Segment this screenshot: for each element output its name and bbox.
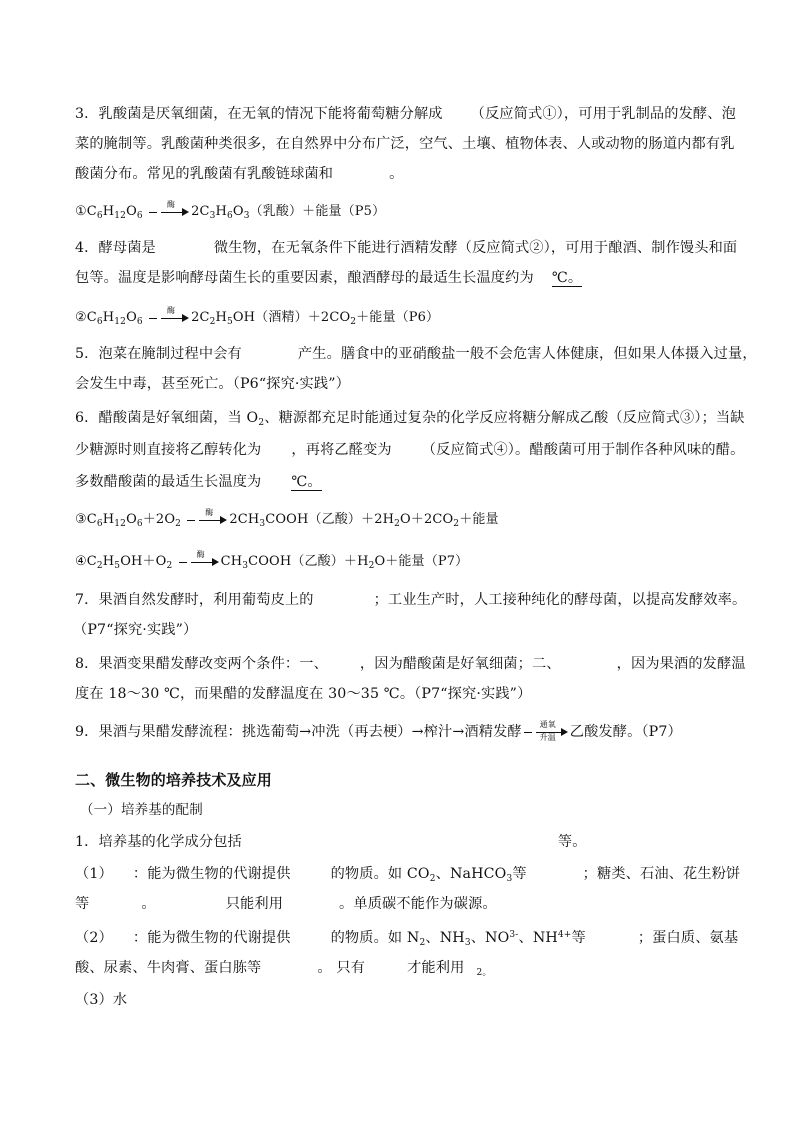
text: 只能利用: [225, 896, 284, 912]
eq-text: ①C: [75, 204, 97, 219]
text: 8．果酒变果醋发酵改变两个条件：一、: [75, 656, 328, 672]
text: 。: [389, 166, 404, 182]
reaction-arrow: [149, 202, 189, 222]
arrow-label: 酶: [196, 550, 205, 559]
section-heading: 二、微生物的培养技术及应用: [75, 771, 272, 789]
para-6-line-3: [75, 472, 322, 492]
eq-text: ④C: [75, 554, 97, 569]
eq-text: 2CH: [229, 512, 260, 527]
question-1-2-line-1: （2） ：能为微生物的代谢提供 的物质。如 $N_2$、$NH_3$、$NO^{3-}$、$NH^{4+}$等 ；蛋白质、氨基: [75, 930, 739, 948]
arrow-label: 酶: [166, 200, 176, 209]
text: 多数醋酸菌的最适生长温度为: [75, 474, 262, 490]
eq-text: 2C: [191, 310, 210, 325]
eq-text: OH＋O: [120, 554, 167, 569]
text: ；蛋白质、氨基: [637, 930, 739, 946]
arrow-label: 酶: [166, 306, 176, 315]
reaction-arrow: [187, 510, 227, 530]
eq-text: 2C: [191, 204, 210, 219]
text: ；糖类、石油、花生粉饼: [582, 866, 741, 882]
equation-2: $②C_6H_{12}O_6$ 酶 $2C_2H_5OH$（酒精）$+2CO_2+$能量（P6）: [75, 306, 440, 327]
text: 产生。膳食中的亚硝酸盐一般不会危害人体健康，但如果人体摄入过量，: [297, 346, 757, 362]
equation-4: $④C_2H_5OH+O_2$ 酶 $CH_3COOH$（乙酸）$+H_2O+$能量（P7）: [75, 550, 469, 571]
text: ℃。: [551, 270, 583, 286]
text: 、NO: [470, 930, 510, 946]
text: 酸菌分布。常见的乳酸菌有乳酸链球菌和: [75, 166, 334, 182]
text: ，因为果酒的发酵温: [616, 656, 746, 672]
eq-text: ③C: [75, 512, 97, 527]
text: 9．果酒与果醋发酵流程：挑选葡萄→冲洗（再去梗）→榨汁→酒精发酵: [75, 724, 522, 740]
text: 等: [571, 930, 586, 946]
arrow-label-bottom: 升温: [539, 733, 556, 742]
text: 少糖源时则直接将乙醇转化为: [75, 442, 262, 458]
text: 。单质碳不能作为碳源。: [339, 896, 497, 912]
question-1-1-line-2: [75, 894, 497, 914]
subsection-heading: （一）培养基的配制: [80, 802, 203, 818]
text: （P7“探究·实践”）: [73, 622, 198, 638]
para-4-line-1: [75, 238, 737, 258]
text: 。: [141, 896, 156, 912]
text: （1）: [75, 866, 113, 882]
text: 包等。温度是影响酵母菌生长的重要因素，酿酒酵母的最适生长温度约为: [75, 270, 534, 286]
text: 乙酸发酵。（P7）: [569, 724, 682, 740]
text: 度在 18～30 ℃，而果醋的发酵温度在 30～35 ℃。（P7“探究·实践”）: [75, 686, 532, 702]
eq-text: O＋2CO: [400, 512, 454, 527]
text: 的物质。如 N: [330, 930, 420, 946]
question-1: [75, 832, 587, 852]
text: ；工业生产时，人工接种纯化的酵母菌，以提高发酵效率。: [373, 592, 747, 608]
text: 、NH: [425, 930, 465, 946]
text: 等: [512, 866, 527, 882]
text: ，再将乙醛变为: [291, 442, 392, 458]
para-8-line-2: [75, 684, 531, 704]
text: 、NH: [518, 930, 558, 946]
text: 。 只有: [317, 960, 366, 976]
text: 微生物，在无氧条件下能进行酒精发酵（反应简式②），可用于酿酒、制作馒头和面: [213, 240, 738, 256]
para-8-line-1: [75, 654, 746, 674]
text: （2）: [75, 930, 113, 946]
reaction-arrow: [179, 552, 219, 572]
eq-text: （乳酸）＋能量（P5）: [249, 204, 386, 219]
text: 6．醋酸菌是好氧细菌，当 O: [75, 410, 259, 426]
text: 等: [75, 896, 90, 912]
para-3-line-3: [75, 164, 403, 184]
question-1-3: （3）水: [75, 992, 128, 1008]
para-6-line-2: [75, 440, 744, 460]
process-arrow: [524, 722, 568, 742]
question-1-2-line-2: [75, 958, 491, 978]
text: 1．培养基的化学成分包括: [75, 834, 242, 850]
text: 会发生中毒，甚至死亡。（P6“探究·实践”）: [75, 376, 350, 392]
eq-text: ＋能量: [459, 512, 499, 527]
para-5-line-2: [75, 374, 350, 394]
eq-text: COOH（乙酸）＋2H: [265, 512, 395, 527]
para-5-line-1: [75, 344, 757, 364]
para-3-line-2: [75, 134, 735, 154]
para-4-line-2: [75, 268, 582, 288]
eq-text: COOH（乙酸）＋H: [248, 554, 369, 569]
para-6-line-1: 6．醋酸菌是好氧细菌，当 $O_2$、糖源都充足时能通过复杂的化学反应将糖分解成乙酸（反应简式③）；当缺: [75, 410, 745, 428]
para-3-line-1: [75, 104, 736, 124]
text: 3．乳酸菌是厌氧细菌，在无氧的情况下能将葡萄糖分解成: [75, 106, 443, 122]
question-1-1-line-1: （1） ：能为微生物的代谢提供 的物质。如 $CO_2$、NaHCO$_3$等 ；糖类、石油、花生粉饼: [75, 866, 741, 884]
eq-text: ②C: [75, 310, 97, 325]
eq-text: ＋能量（P6）: [356, 310, 440, 325]
text: 2。: [476, 968, 492, 978]
text: 酸、尿素、牛肉膏、蛋白胨等: [75, 960, 262, 976]
arrow-label-top: 通氧: [539, 720, 556, 729]
text: ℃。: [291, 474, 322, 490]
eq-text: O＋能量（P7）: [374, 554, 469, 569]
eq-text: （酒精）＋2CO: [255, 310, 351, 325]
text: （反应简式①），可用于乳制品的发酵、泡: [470, 106, 736, 122]
para-9: [75, 722, 682, 742]
text: ，因为醋酸菌是好氧细菌；二、: [359, 656, 561, 672]
text: 、NaHCO: [435, 866, 507, 882]
text: 4．酵母菌是: [75, 240, 156, 256]
text: 才能利用: [407, 960, 465, 976]
text: 等。: [557, 834, 587, 850]
text: （反应简式④）。醋酸菌可用于制作各种风味的醋。: [421, 442, 745, 458]
text: 的物质。如 CO: [330, 866, 430, 882]
text: 7．果酒自然发酵时，利用葡萄皮上的: [75, 592, 314, 608]
equation-3: $③C_6H_{12}O_6+2O_2$ 酶 $2CH_3COOH$（乙酸）$+2H_2O+2CO_2+$能量: [75, 508, 499, 529]
equation-1: $①C_6H_{12}O_6$ 酶 $2C_3H_6O_3$（乳酸）＋能量（P5）: [75, 200, 386, 221]
para-7-line-2: [73, 620, 197, 640]
text: ：能为微生物的代谢提供: [132, 930, 291, 946]
text: ：能为微生物的代谢提供: [132, 866, 291, 882]
eq-text: ＋2O: [142, 512, 176, 527]
eq-text: CH: [220, 554, 243, 569]
para-7-line-1: [75, 590, 746, 610]
text: 、糖源都充足时能通过复杂的化学反应将糖分解成乙酸（反应简式③）；当缺: [264, 410, 745, 426]
arrow-label: 酶: [205, 508, 214, 517]
reaction-arrow: [149, 308, 189, 328]
text: 5．泡菜在腌制过程中会有: [75, 346, 242, 362]
text: 菜的腌制等。乳酸菌种类很多，在自然界中分布广泛，空气、土壤、植物体表、人或动物的肠道内都有乳: [75, 136, 735, 152]
